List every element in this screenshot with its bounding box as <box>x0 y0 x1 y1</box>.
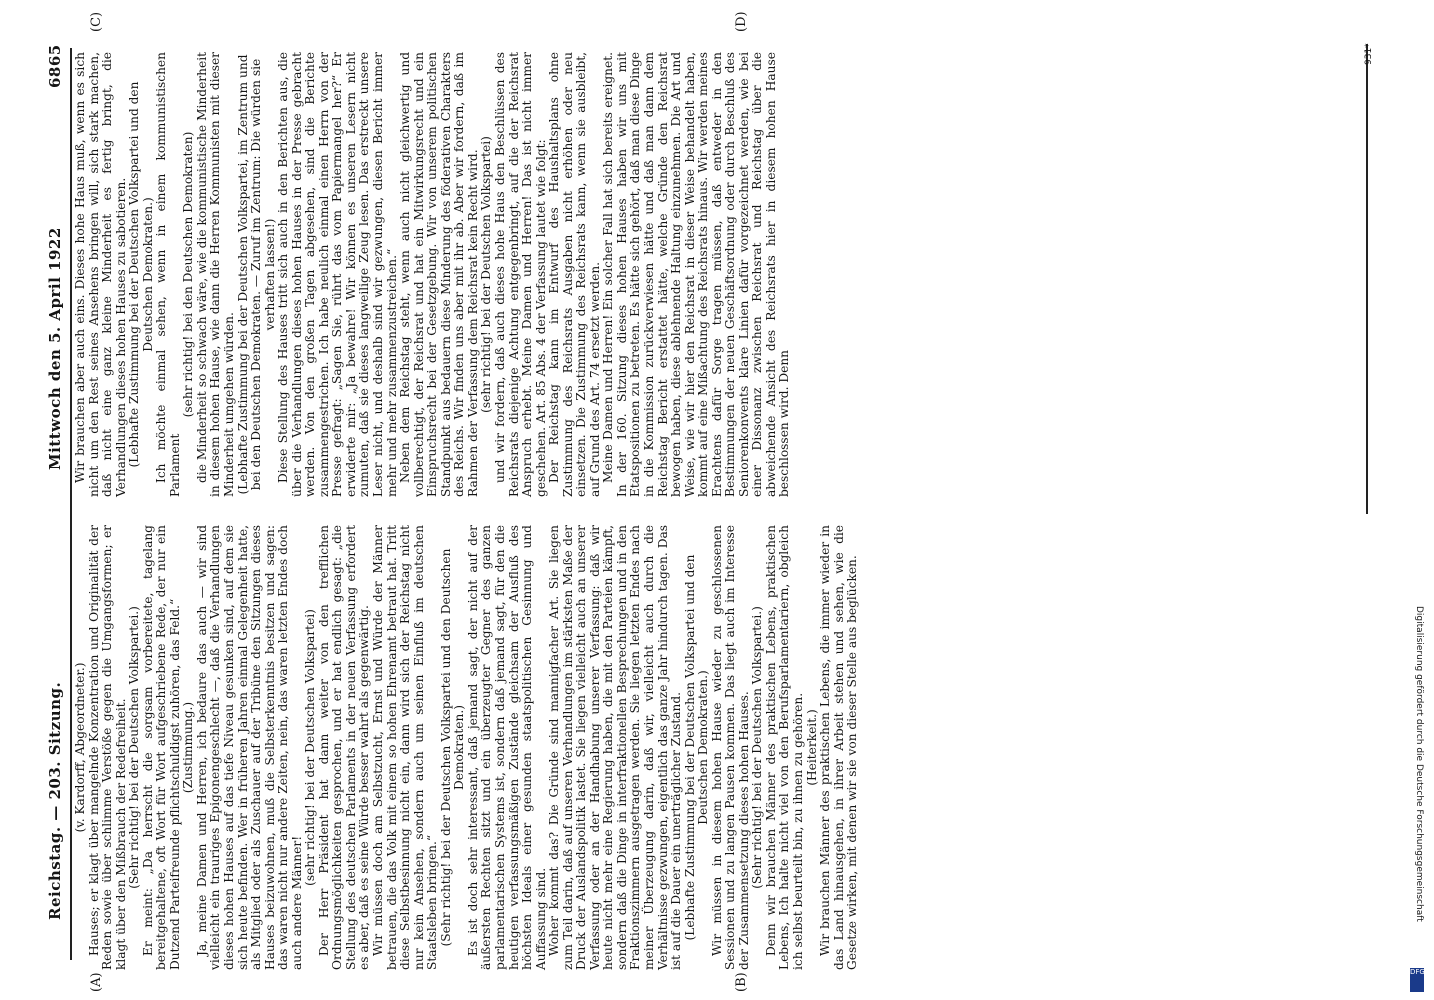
paragraph: Diese Stellung des Hauses tritt sich auch in den Berichten aus, die über die Verhandlungen dieses hohen Hauses in der Presse gebracht werden. Von den großen Tagen abgesehen, sind die Berichte zusammengestrichen. Ich habe neulich einmal einen Herrn von der Presse gefragt: „Sagen Sie, rührt das vom Papiermangel her?“ Er erwiderte mir: „Ja bewahre! Wir können es unseren Lesern nicht zumuten, daß sie dieses langweilige Zeug lesen. Das erstreckt unsere Leser nicht, und deshalb sind wir gezwungen, diesen Bericht immer mehr und mehr zusammenzustreichen.“ <box>276 52 399 497</box>
paragraph: Wir brauchen Männer des praktischen Lebens, die immer wieder in das Land hinausgehen, in ihrer Arbeit stehen und sehen, wie die Gesetze wirken, mit denen wir sie von dieser Stelle aus beglücken. <box>818 525 860 970</box>
interjection: (Zustimmung.) <box>181 701 196 794</box>
interjection: (Heiterkeit.) <box>804 709 819 786</box>
interjection: (sehr richtig! bei den Deutschen Demokraten) <box>181 131 196 418</box>
paragraph: Denn wir brauchen Männer des praktischen Lebens, praktischen Lebens, Ich halte nicht viel von den Berufsparlamentariern, obgleich ich selbst beurteilt bin, zu ihnen zu gehören. <box>763 525 805 970</box>
interjection: (sehr richtig! bei der Deutschen Volkspartei) <box>303 609 318 886</box>
margin-marker-a: (A) <box>89 972 104 992</box>
paragraph: Er meint: „Da herrscht die sorgsam vorbereitete, tagelang bereitgehaltene, oft Wort für Wort aufgeschriebene Rede, der nur ein Dutzend Parteifreunde pflichtschuldigst zuhören, das Feld.“ <box>140 525 182 970</box>
margin-marker-b: (B) <box>734 972 749 992</box>
interjection: (Sehr richtig! bei der Deutschen Volkspartei.) <box>750 606 765 889</box>
paragraph: Der Herr Präsident hat dann weiter von den trefflichen Ordnungsmöglichkeiten gesprochen, und er hat endlich gesagt: „die Stellung des deutschen Parlaments in der neuen Verfassung erfordert es aber, daß es seine Würde besser wahrt als gegenwärtig. <box>316 525 372 970</box>
dfg-logo: DFG <box>1410 968 1424 992</box>
column-divider-guide <box>72 513 1368 514</box>
paragraph: Der Reichstag kann im Entwurf des Haushaltsplans ohne Zustimmung des Reichsrats Ausgaben nicht erhöhen oder neu einsetzen. Die Zustimmung des Reichsrats kann, wenn sie ausbleibt, auf Grund des Art. 74 ersetzt werden. <box>547 52 602 497</box>
interjection: (Lebhafte Zustimmung bei der Deutschen Volkspartei und den Deutschen Demokraten.) <box>127 81 155 468</box>
paragraph: Wir müssen doch am Selbstzucht, Ernst und Würde der Männer betrauen, die das Volk mit einem so hohen Ehrenamt betraut hat. Tritt diese Selbstbesinnung nicht ein, dann wird sich der Reichstag nicht nur kein Ansehen, sondern auch um seinen Einfluß im deutschen Staatsleben bringen.“ <box>371 525 440 970</box>
paragraph: die Minderheit so schwach wäre, wie die kommunistische Minderheit in diesem hohen Hause, wie dann die Herren Kommunisten mit dieser Minderheit umgehen würden. <box>194 52 237 497</box>
margin-marker-c: (C) <box>89 11 104 32</box>
digitization-note: Digitalisierung gefördert durch die Deutsche Forschungsgemeinschaft <box>1414 606 1424 922</box>
interjection: (Sehr richtig! bei der Deutschen Volkspartei und den Deutschen Demokraten.) <box>438 548 467 947</box>
paragraph: Meine Damen und Herren! Ein solcher Fall hat sich bereits ereignet. In der 160. Sitzung dieses hohen Hauses haben wir uns mit Etatspositionen zu betreten. Es hätte sich gehört, daß man diese Dinge in die Kommission zurückverwiesen hätte und daß man dann dem Reichstag Bericht erstattet hätte, welche Gründe den Reichsrat bewogen haben, diese ablehnende Haltung einzunehmen. Die Art und Weise, wie wir hier den Reichsrat in dieser Weise behandelt haben, kommt auf eine Mißachtung des Reichsrats hinaus. Wir werden meines Erachtens dafür Sorge tragen müssen, daß entweder in den Bestimmungen der neuen Geschäftsordnung oder durch Beschluß des Seniorenkonvents klare Linien dafür vorgezeichnet werden, wie bei einer Dissonanz zwischen Reichsrat und Reichstag über die abweichende Ansicht des Reichsrats hier in diesem hohen Hause beschlossen wird. Denn <box>601 52 792 497</box>
interjection: (Sehr richtig! bei der Deutschen Volkspartei.) <box>127 606 142 889</box>
text-column-left <box>74 525 1379 970</box>
header-right-date: Mittwoch den 5. April 1922 <box>46 227 64 470</box>
paragraph: Ich möchte einmal sehen, wenn in einem kommunistischen Parlament <box>154 52 182 497</box>
paragraph: Es ist doch sehr interessant, daß jemand sagt, der nicht auf der äußersten Rechten sitzt und ein überzeugter Gegner des ganzen parlamentarischen Systems ist, sondern daß jemand sagt, für den die heutigen verfassungsmäßigen Zustände gleichsam der Ausfluß des höchsten Ideals einer gesunden staatspolitischen Gesinnung und Auffassung sind. <box>465 525 548 970</box>
interjection: (Lebhafte Zustimmung bei der Deutschen Volkspartei und den Deutschen Demokraten.) <box>682 554 711 941</box>
signature-mark: 931* <box>1364 43 1374 65</box>
interjection: (Lebhafte Zustimmung bei der Deutschen Volkspartei, im Zentrum und bei den Deutschen Demokraten. — Zuruf im Zentrum: Die würden sie verhaften lassen!) <box>235 54 277 495</box>
text-column-right <box>74 52 1379 497</box>
paragraph: Neben dem Reichstag steht, wenn auch nicht gleichwertig und vollberechtigt, der Reichsrat und hat ein Mitwirkungsrecht und ein Einspruchsrecht bei der Gesetzgebung. Wir von unserem politischen Standpunkt aus bedauern diese Minderung des föderativen Charakters des Reichs. Wir finden uns aber mit ihr ab. Aber wir fordern, daß im Rahmen der Verfassung dem Reichsrat kein Recht wird. <box>398 52 480 497</box>
header-rule <box>70 48 72 960</box>
paragraph: Wir brauchen aber auch eins. Dieses hohe Haus muß, wenn es sich nicht um den Rest seines Ansehens bringen will, sich stark machen, daß nicht eine ganz kleine Minderheit es fertig bringt, die Verhandlungen dieses hohen Hauses zu sabotieren. <box>73 52 128 497</box>
header-left-title: Reichstag. — 203. Sitzung. <box>46 681 64 920</box>
interjection: (v. Kardorff, Abgeordneter.) <box>73 662 87 833</box>
page-number: 6865 <box>46 44 64 88</box>
margin-marker-d: (D) <box>734 11 749 32</box>
paragraph: Wir müssen in diesem hohen Hause wieder zu geschlossenen Sessionen und zu langen Pausen kommen. Das liegt auch im Interesse der Zusammensetzung dieses hohen Hauses. <box>709 525 751 970</box>
paragraph: Hauses; er klagt über mangelnde Konzentration und Originalität der Reden sowie über schlimme Verstöße gegen die Umgangsformen; er klagt über den Mißbrauch der Redefreiheit. <box>86 525 128 970</box>
paragraph: Woher kommt das? Die Gründe sind mannigfacher Art. Sie liegen zum Teil darin, daß auf unseren Verhandlungen im stärksten Maße der Druck der Auslandspolitik lastet. Sie liegen vielleicht auch an unserer Verfassung oder an der Handhabung unserer Verfassung: daß wir heute nicht mehr eine Regierung haben, die mit den Parteien kämpft, sondern daß die Dinge in interfraktionellen Besprechungen und in den Fraktionszimmern ausgetragen werden. Sie liegen letzten Endes nach meiner Überzeugung darin, daß wir, vielleicht auch durch die Verhältnisse gezwungen, eigentlich das ganze Jahr hindurch tagen. Das ist auf die Dauer ein unerträglicher Zustand. <box>547 525 684 970</box>
interjection: (sehr richtig! bei der Deutschen Volkspartei) <box>479 136 494 413</box>
paragraph: Ja, meine Damen und Herren, ich bedaure das auch — wir sind vielleicht ein trauriges Epigonengeschlecht —, daß die Verhandlungen dieses hohen Hauses auf das tiefe Niveau gesunken sind, auf dem sie sich heute befinden. Wer in früheren Jahren einmal Gelegenheit hatte, als Mitglied oder als Zuschauer auf der Tribüne den Sitzungen dieses Hauses beizuwohnen, muß die Selbsterkenntnis besitzen und sagen: das waren nicht nur andere Zeiten, nein, das waren letzten Endes doch auch andere Männer! <box>194 525 304 970</box>
paragraph: und wir fordern, daß auch dieses hohe Haus den Beschlüssen des Reichsrats diejenige Achtung entgegenbringt, auf die der Reichsrat Anspruch erhebt. Meine Damen und Herren! Das ist nicht immer geschehen. Art. 85 Abs. 4 der Verfassung lautet wie folgt: <box>492 52 548 497</box>
